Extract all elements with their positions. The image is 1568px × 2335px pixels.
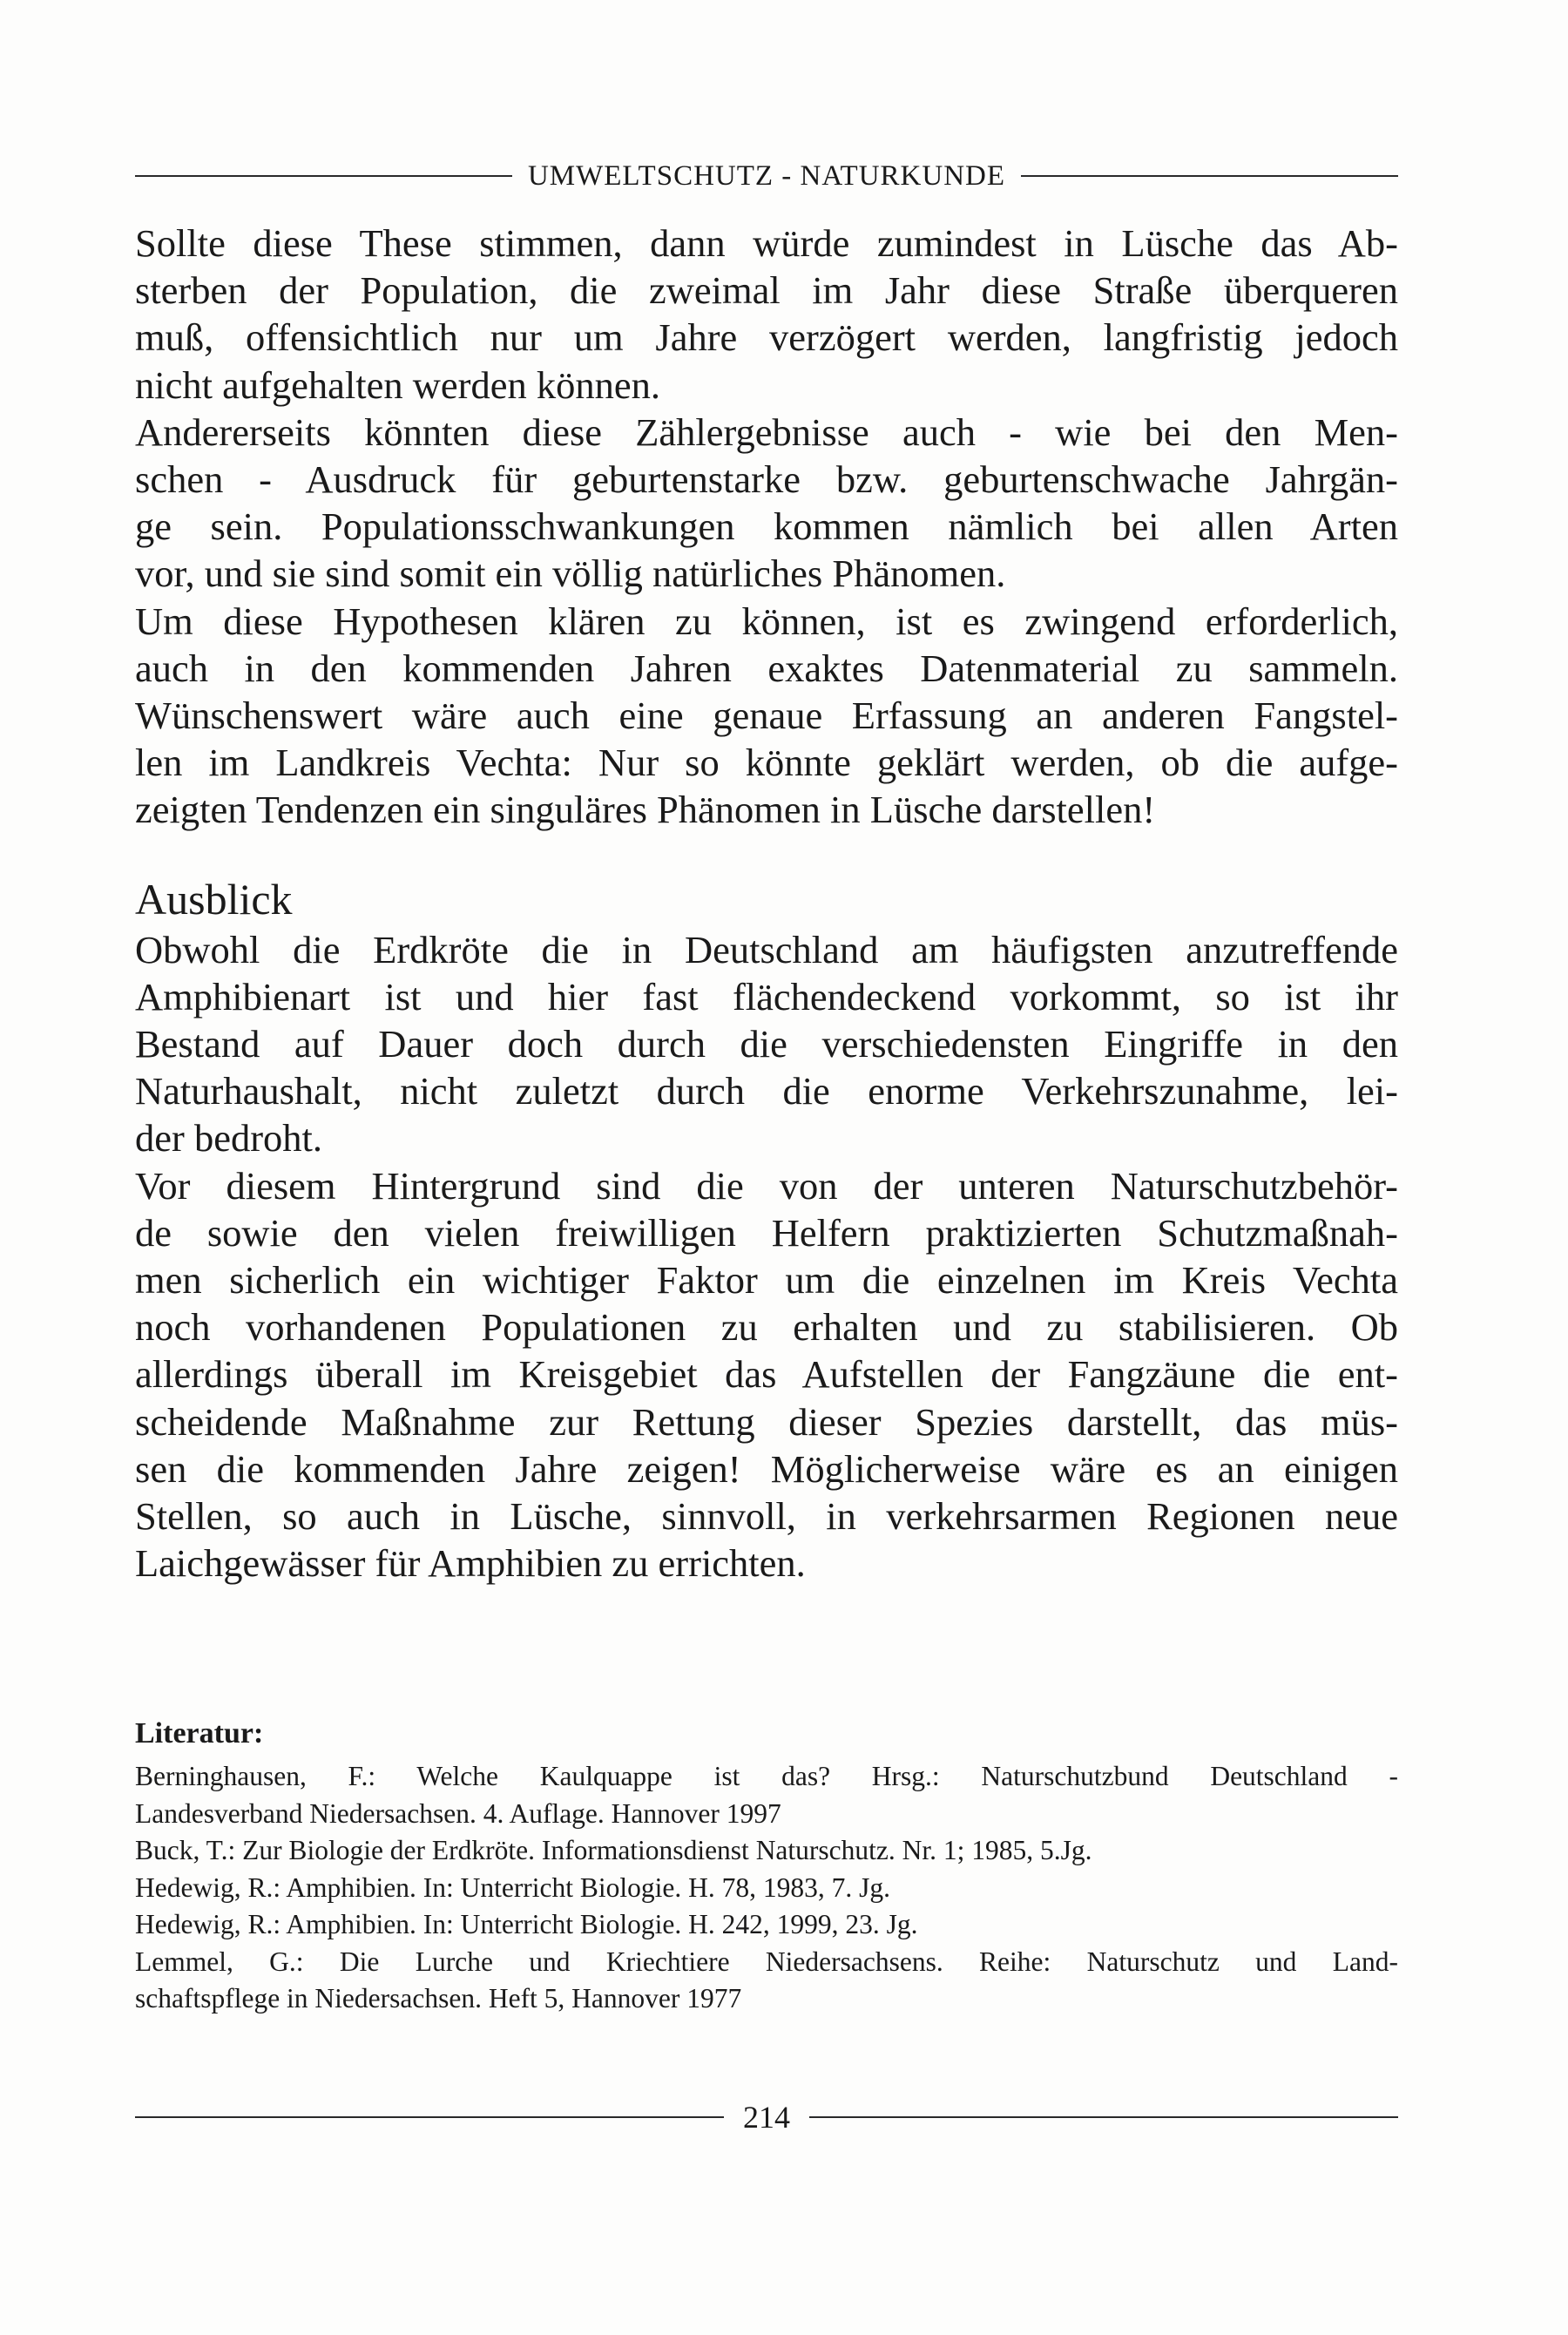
text-line: zeigten Tendenzen ein singuläres Phänomen in Lüsche darstellen! (135, 788, 1156, 832)
literature-entry (135, 1832, 1398, 1870)
text-line: vor, und sie sind somit ein völlig natürliches Phänomen. (135, 552, 1006, 596)
paragraph (135, 926, 1398, 1162)
footer-rule-right (809, 2116, 1398, 2118)
literature-line: Buck, T.: Zur Biologie der Erdkröte. Informationsdienst Naturschutz. Nr. 1; 1985, 5.Jg. (135, 1835, 1092, 1865)
literature-line: Berninghausen, F.: Welche Kaulquappe ist das? Hrsg.: Naturschutzbund Deutschland - (135, 1761, 1398, 1791)
text-line: Naturhaushalt, nicht zuletzt durch die enorme Verkehrszunahme, lei- (135, 1069, 1398, 1113)
text-line: men sicherlich ein wichtiger Faktor um die einzelnen im Kreis Vechta (135, 1258, 1398, 1303)
footer-rule-left (135, 2116, 724, 2118)
literature-section (135, 1715, 1398, 2018)
text-line: schen - Ausdruck für geburtenstarke bzw. geburtenschwache Jahrgän- (135, 457, 1398, 502)
text-line: de sowie den vielen freiwilligen Helfern praktizierten Schutzmaßnah- (135, 1210, 1398, 1255)
text-line: Obwohl die Erdkröte die in Deutschland am häufigsten anzutreffende (135, 927, 1398, 971)
literature-entry (135, 1758, 1398, 1832)
paragraph (135, 409, 1398, 598)
text-line: sterben der Population, die zweimal im Jahr diese Straße überqueren (135, 268, 1398, 313)
text-line: Vor diesem Hintergrund sind die von der unteren Naturschutzbehör- (135, 1163, 1398, 1208)
text-line: Um diese Hypothesen klären zu können, ist es zwingend erforderlich, (135, 599, 1398, 643)
text-line: allerdings überall im Kreisgebiet das Aufstellen der Fangzäune die ent- (135, 1352, 1398, 1397)
text-line: muß, offensichtlich nur um Jahre verzögert werden, langfristig jedoch (135, 315, 1398, 360)
literature-line: schaftspflege in Niedersachsen. Heft 5, Hannover 1977 (135, 1983, 742, 2014)
text-line: Laichgewässer für Amphibien zu errichten. (135, 1541, 806, 1586)
text-line: der bedroht. (135, 1116, 323, 1161)
paragraphs-bottom (135, 926, 1398, 1587)
text-line: Stellen, so auch in Lüsche, sinnvoll, in verkehrsarmen Regionen neue (135, 1494, 1398, 1539)
text-line: Wünschenswert wäre auch eine genaue Erfassung an anderen Fangstel- (135, 694, 1398, 738)
running-head-title: UMWELTSCHUTZ - NATURKUNDE (527, 159, 1006, 192)
literature-line: Landesverband Niedersachsen. 4. Auflage. Hannover 1997 (135, 1797, 781, 1829)
header-rule-right (1021, 175, 1398, 177)
literature-entry (135, 1870, 1398, 1907)
text-line: len im Landkreis Vechta: Nur so könnte geklärt werden, ob die aufge- (135, 741, 1398, 785)
literature-line: Hedewig, R.: Amphibien. In: Unterricht Biologie. H. 242, 1999, 23. Jg. (135, 1909, 918, 1939)
paragraph (135, 220, 1398, 409)
text-line: Bestand auf Dauer doch durch die verschiedensten Eingriffe in den (135, 1022, 1398, 1066)
text-line: Andererseits könnten diese Zählergebnisse auch - wie bei den Men- (135, 409, 1398, 454)
header-rule-left (135, 175, 512, 177)
text-line: scheidende Maßnahme zur Rettung dieser Spezies darstellt, das müs- (135, 1399, 1398, 1444)
running-head (135, 157, 1398, 195)
literature-list (135, 1758, 1398, 2018)
literature-entry (135, 1944, 1398, 2018)
text-line: nicht aufgehalten werden können. (135, 362, 660, 407)
paragraphs-top (135, 220, 1398, 834)
literature-entry (135, 1906, 1398, 1944)
literature-title: Literatur: (135, 1717, 264, 1750)
literature-line: Hedewig, R.: Amphibien. In: Unterricht Biologie. H. 78, 1983, 7. Jg. (135, 1871, 891, 1903)
paragraph (135, 598, 1398, 834)
body-text (135, 220, 1398, 1587)
page-number: 214 (743, 2100, 790, 2135)
literature-line: Lemmel, G.: Die Lurche und Kriechtiere Niedersachsens. Reihe: Naturschutz und Land- (135, 1946, 1398, 1977)
text-line: auch in den kommenden Jahren exaktes Datenmaterial zu sammeln. (135, 646, 1398, 690)
text-line: Amphibienart ist und hier fast flächendeckend vorkommt, so ist ihr (135, 974, 1398, 1019)
page-footer (135, 2095, 1398, 2139)
paragraph (135, 1162, 1398, 1587)
text-line: ge sein. Populationsschwankungen kommen nämlich bei allen Arten (135, 504, 1398, 549)
text-line: Sollte diese These stimmen, dann würde zumindest in Lüsche das Ab- (135, 221, 1398, 265)
text-line: noch vorhandenen Populationen zu erhalten und zu stabilisieren. Ob (135, 1305, 1398, 1350)
text-line: sen die kommenden Jahre zeigen! Möglicherweise wäre es an einigen (135, 1446, 1398, 1491)
section-heading: Ausblick (135, 874, 293, 924)
